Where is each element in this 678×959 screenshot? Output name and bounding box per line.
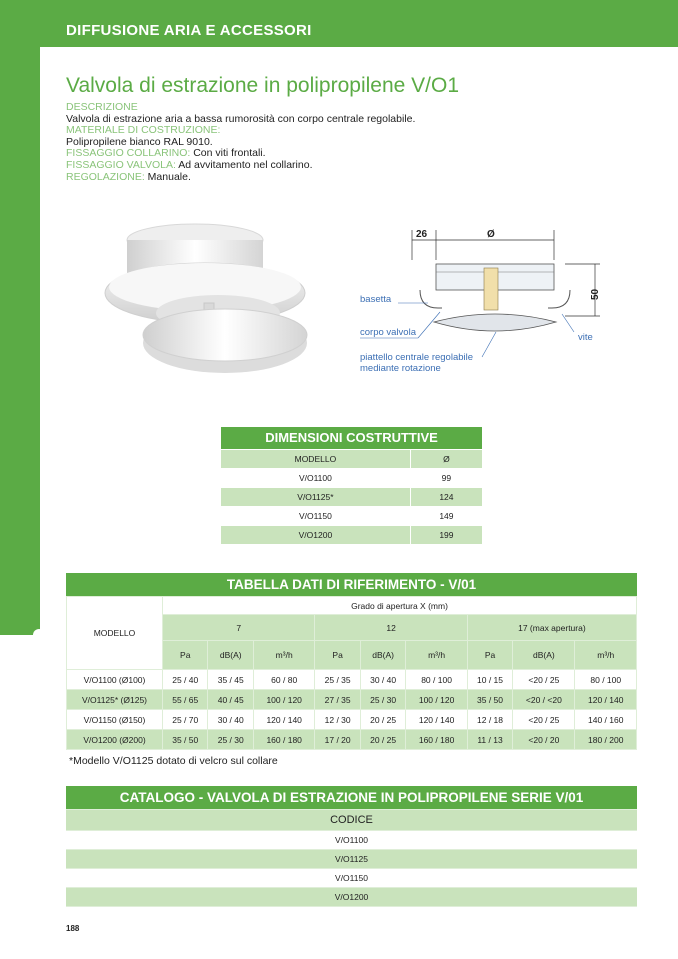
table-cell: V/O1125 bbox=[66, 850, 637, 869]
footnote: *Modello V/O1125 dotato di velcro sul collare bbox=[69, 755, 278, 767]
table-cell: 25 / 40 bbox=[163, 670, 208, 690]
table-cell: <20 / 20 bbox=[513, 730, 575, 750]
catalog-table bbox=[66, 809, 637, 907]
sub-header-pa: Pa bbox=[467, 641, 512, 670]
model-cell: V/O1100 (Ø100) bbox=[67, 670, 163, 690]
opening-7: 7 bbox=[163, 615, 315, 641]
table-cell: 12 / 18 bbox=[467, 710, 512, 730]
header-cell: Ø bbox=[410, 450, 482, 469]
opening-header: Grado di apertura X (mm) bbox=[163, 597, 637, 615]
page-title: Valvola di estrazione in polipropilene V/O1 bbox=[66, 74, 460, 97]
table-row bbox=[66, 850, 637, 869]
table-cell: V/O1200 bbox=[66, 888, 637, 907]
section-header-bar bbox=[0, 0, 678, 47]
table-cell: 55 / 65 bbox=[163, 690, 208, 710]
dimensions-table bbox=[221, 449, 482, 544]
table-header-row bbox=[67, 597, 637, 615]
label-piattello-2: mediante rotazione bbox=[360, 363, 441, 374]
table-cell: 17 / 20 bbox=[315, 730, 360, 750]
table-cell: V/O1200 bbox=[221, 526, 410, 545]
table-cell: V/O1150 bbox=[221, 507, 410, 526]
dimensions-table-title: DIMENSIONI COSTRUTTIVE bbox=[221, 427, 482, 449]
table-cell: 20 / 25 bbox=[360, 710, 405, 730]
table-cell: <20 / 25 bbox=[513, 710, 575, 730]
table-cell: 25 / 35 bbox=[315, 670, 360, 690]
table-cell: 27 / 35 bbox=[315, 690, 360, 710]
description-block bbox=[66, 102, 415, 183]
dim-50-label: 50 bbox=[590, 288, 601, 300]
table-cell: 25 / 30 bbox=[208, 730, 253, 750]
table-cell: 100 / 120 bbox=[406, 690, 467, 710]
table-cell: 160 / 180 bbox=[406, 730, 467, 750]
table-cell: 35 / 45 bbox=[208, 670, 253, 690]
page-number: 188 bbox=[66, 924, 80, 933]
table-cell: 25 / 70 bbox=[163, 710, 208, 730]
table-cell: V/O1150 bbox=[66, 869, 637, 888]
table-cell: 35 / 50 bbox=[163, 730, 208, 750]
table-cell: 20 / 25 bbox=[360, 730, 405, 750]
table-row bbox=[67, 710, 637, 730]
label-corpo-valvola: corpo valvola bbox=[360, 327, 416, 338]
reference-table bbox=[66, 596, 637, 750]
table-cell: 180 / 200 bbox=[575, 730, 637, 750]
sub-header-m3h: m³/h bbox=[406, 641, 467, 670]
table-cell: 60 / 80 bbox=[253, 670, 314, 690]
sub-header-dba: dB(A) bbox=[360, 641, 405, 670]
sub-header-m3h: m³/h bbox=[253, 641, 314, 670]
label-piattello-1: piattello centrale regolabile bbox=[360, 352, 474, 363]
desc-line: REGOLAZIONE: Manuale. bbox=[66, 170, 191, 183]
model-cell: V/O1200 (Ø200) bbox=[67, 730, 163, 750]
catalog-table-title: CATALOGO - VALVOLA DI ESTRAZIONE IN POLIPROPILENE SERIE V/01 bbox=[66, 786, 637, 809]
table-cell: V/O1100 bbox=[66, 831, 637, 850]
label-basetta: basetta bbox=[360, 294, 392, 305]
sub-header-pa: Pa bbox=[163, 641, 208, 670]
table-cell: 99 bbox=[410, 469, 482, 488]
desc-line: MATERIALE DI COSTRUZIONE: bbox=[66, 124, 221, 137]
desc-line: Valvola di estrazione aria a bassa rumorosità con corpo centrale regolabile. bbox=[66, 112, 416, 125]
table-cell: 25 / 30 bbox=[360, 690, 405, 710]
label-vite: vite bbox=[578, 332, 593, 343]
reference-table-section bbox=[66, 573, 637, 750]
sub-header-dba: dB(A) bbox=[513, 641, 575, 670]
desc-line: DESCRIZIONE bbox=[66, 101, 138, 113]
table-cell: 120 / 140 bbox=[406, 710, 467, 730]
desc-line: FISSAGGIO VALVOLA: Ad avvitamento nel collarino. bbox=[66, 158, 313, 171]
table-row bbox=[221, 469, 482, 488]
table-cell: 199 bbox=[410, 526, 482, 545]
table-cell: 40 / 45 bbox=[208, 690, 253, 710]
table-cell: 124 bbox=[410, 488, 482, 507]
desc-line: FISSAGGIO COLLARINO: Con viti frontali. bbox=[66, 147, 266, 160]
table-cell: 11 / 13 bbox=[467, 730, 512, 750]
table-cell: 12 / 30 bbox=[315, 710, 360, 730]
dim-26-label: 26 bbox=[416, 229, 428, 240]
table-cell: 160 / 180 bbox=[253, 730, 314, 750]
table-row bbox=[67, 670, 637, 690]
table-cell: 35 / 50 bbox=[467, 690, 512, 710]
model-cell: V/O1125* (Ø125) bbox=[67, 690, 163, 710]
model-header: MODELLO bbox=[67, 597, 163, 670]
table-cell: 140 / 160 bbox=[575, 710, 637, 730]
table-cell: 80 / 100 bbox=[406, 670, 467, 690]
sub-header-dba: dB(A) bbox=[208, 641, 253, 670]
table-cell: 120 / 140 bbox=[253, 710, 314, 730]
table-row bbox=[221, 488, 482, 507]
technical-drawing bbox=[350, 220, 620, 380]
table-cell: 30 / 40 bbox=[360, 670, 405, 690]
reference-table-title: TABELLA DATI DI RIFERIMENTO - V/01 bbox=[66, 573, 637, 596]
catalog-table-section bbox=[66, 786, 637, 907]
table-cell: 120 / 140 bbox=[575, 690, 637, 710]
table-row bbox=[66, 869, 637, 888]
table-cell: 100 / 120 bbox=[253, 690, 314, 710]
sub-header-m3h: m³/h bbox=[575, 641, 637, 670]
opening-17: 17 (max apertura) bbox=[467, 615, 636, 641]
table-row bbox=[66, 888, 637, 907]
side-accent-bar bbox=[0, 47, 40, 635]
table-row bbox=[67, 690, 637, 710]
table-row bbox=[67, 730, 637, 750]
table-cell: 30 / 40 bbox=[208, 710, 253, 730]
product-photo bbox=[100, 215, 330, 385]
dim-diameter-label: Ø bbox=[487, 229, 495, 240]
table-cell: 149 bbox=[410, 507, 482, 526]
section-header: DIFFUSIONE ARIA E ACCESSORI bbox=[66, 22, 312, 39]
header-cell: MODELLO bbox=[221, 450, 410, 469]
table-cell: V/O1125* bbox=[221, 488, 410, 507]
sub-header-pa: Pa bbox=[315, 641, 360, 670]
table-row bbox=[221, 526, 482, 545]
opening-12: 12 bbox=[315, 615, 467, 641]
table-cell: V/O1100 bbox=[221, 469, 410, 488]
desc-line: Polipropilene bianco RAL 9010. bbox=[66, 135, 213, 148]
table-header-row bbox=[66, 810, 637, 831]
table-cell: <20 / <20 bbox=[513, 690, 575, 710]
table-row bbox=[66, 831, 637, 850]
table-cell: <20 / 25 bbox=[513, 670, 575, 690]
table-cell: 10 / 15 bbox=[467, 670, 512, 690]
table-cell: 80 / 100 bbox=[575, 670, 637, 690]
table-row bbox=[221, 507, 482, 526]
dimensions-table-section bbox=[221, 427, 482, 544]
table-header-row bbox=[221, 450, 482, 469]
model-cell: V/O1150 (Ø150) bbox=[67, 710, 163, 730]
codice-header: CODICE bbox=[66, 810, 637, 831]
